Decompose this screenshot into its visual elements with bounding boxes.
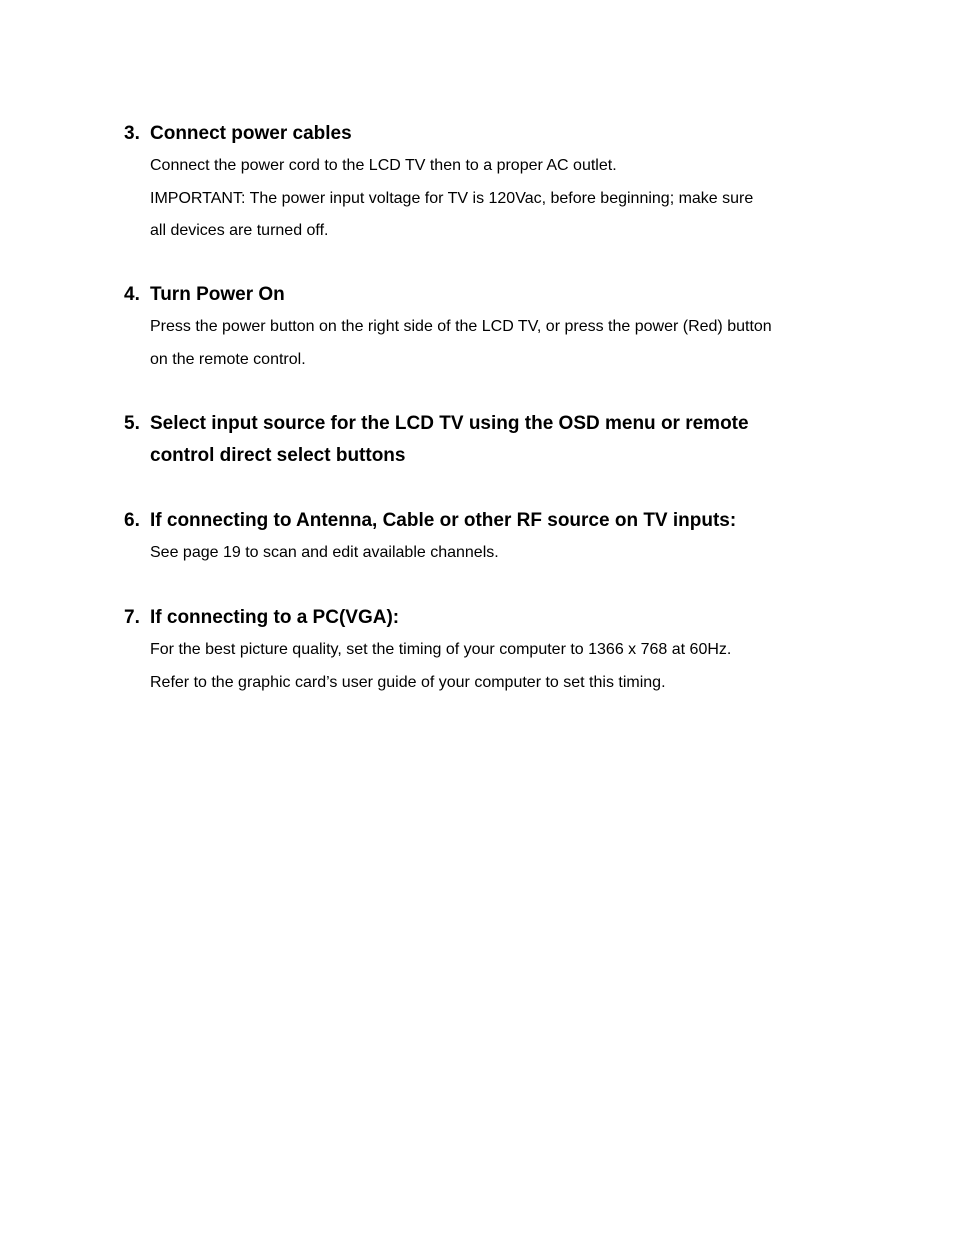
step-title-line: Select input source for the LCD TV using the OSD menu or remote	[150, 413, 749, 434]
step-title: Connect power cables	[150, 123, 352, 144]
step-title: Turn Power On	[150, 284, 285, 305]
step-number: 7.	[124, 607, 140, 628]
step-rf-source	[124, 505, 844, 570]
step-text-line: For the best picture quality, set the timing of your computer to 1366 x 768 at 60Hz.	[150, 641, 732, 658]
step-heading	[124, 279, 844, 311]
step-select-input-source	[124, 408, 844, 472]
step-text-line: all devices are turned off.	[150, 222, 329, 239]
step-heading	[124, 505, 844, 537]
step-title	[150, 408, 844, 472]
step-body	[150, 311, 844, 376]
step-heading	[124, 118, 844, 150]
step-pc-vga	[124, 602, 844, 699]
step-number: 5.	[124, 413, 140, 434]
step-text-line: See page 19 to scan and edit available channels.	[150, 544, 499, 561]
step-body	[150, 634, 844, 699]
step-title-line: control direct select buttons	[150, 445, 406, 466]
step-number: 3.	[124, 123, 140, 144]
step-text-line: on the remote control.	[150, 350, 306, 368]
step-text-line: Connect the power cord to the LCD TV then to a proper AC outlet.	[150, 157, 617, 174]
step-body	[150, 537, 844, 570]
step-text-line: Refer to the graphic card’s user guide of your computer to set this timing.	[150, 673, 666, 691]
step-number: 6.	[124, 510, 140, 531]
step-turn-power-on	[124, 279, 844, 376]
step-heading	[124, 408, 844, 472]
step-title: If connecting to a PC(VGA):	[150, 607, 400, 628]
step-number: 4.	[124, 284, 140, 305]
step-heading	[124, 602, 844, 634]
step-text-line: Press the power button on the right side of the LCD TV, or press the power (Red) button	[150, 318, 772, 335]
step-text-line: IMPORTANT: The power input voltage for TV is 120Vac, before beginning; make sure	[150, 189, 754, 207]
step-body	[150, 150, 844, 248]
step-connect-power-cables	[124, 118, 844, 248]
step-title: If connecting to Antenna, Cable or other RF source on TV inputs:	[150, 510, 737, 531]
